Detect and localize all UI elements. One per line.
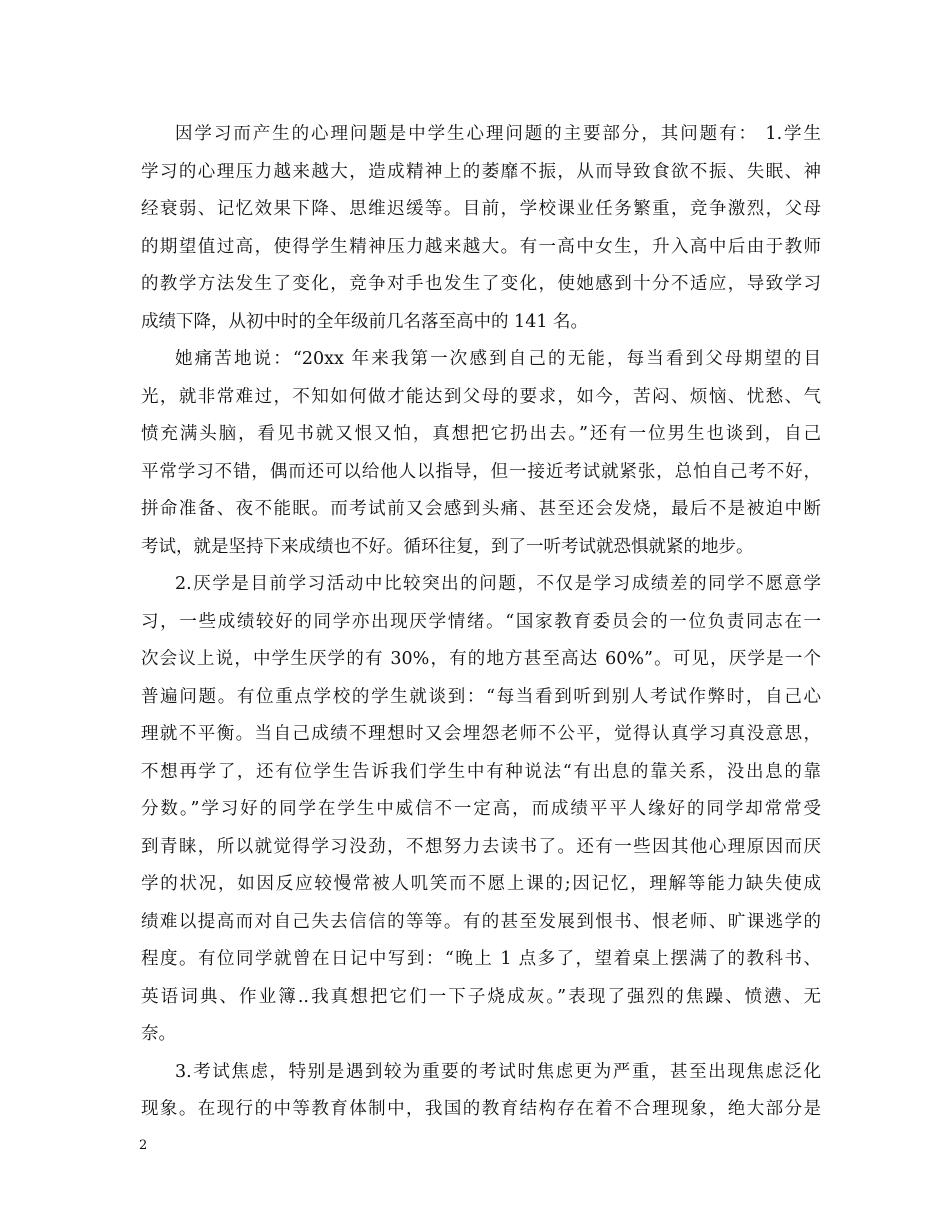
text-line: 愤充满头脑，看见书就又恨又怕，真想把它扔出去。”还有一位男生也谈到，自己 <box>141 424 821 444</box>
text-line: 绩难以提高而对自己失去信信的等等。有的甚至发展到恨书、恨老师、旷课逃学的 <box>141 911 821 932</box>
text-line: 理就不平衡。当自己成绩不理想时又会埋怨老师不公平，觉得认真学习真没意思， <box>141 724 821 744</box>
text-line: 习，一些成绩较好的同学亦出现厌学情绪。“国家教育委员会的一位负责同志在一 <box>141 611 821 632</box>
body-text <box>141 116 821 1129</box>
text-line: 考试，就是坚持下来成绩也不好。循环往复，到了一听考试就恐惧就紧的地步。 <box>141 536 754 557</box>
text-line: 不想再学了，还有位学生告诉我们学生中有种说法“有出息的靠关系，没出息的靠 <box>141 761 821 782</box>
text-line: 3.考试焦虑，特别是遇到较为重要的考试时焦虑更为严重，甚至出现焦虑泛化 <box>175 1061 821 1082</box>
text-line: 学习的心理压力越来越大，造成精神上的萎靡不振，从而导致食欲不振、失眠、神 <box>141 161 821 182</box>
text-line: 她痛苦地说：“20xx 年来我第一次感到自己的无能，每当看到父母期望的目 <box>175 349 821 369</box>
text-line: 因学习而产生的心理问题是中学生心理问题的主要部分，其问题有： 1.学生 <box>175 124 821 144</box>
text-line: 的期望值过高，使得学生精神压力越来越大。有一高中女生，升入高中后由于教师 <box>141 236 821 257</box>
text-line: 平常学习不错，偶而还可以给他人以指导，但一接近考试就紧张，总怕自己考不好， <box>141 461 821 482</box>
text-line: 分数。”学习好的同学在学生中威信不一定高，而成绩平平人缘好的同学却常常受 <box>141 799 821 819</box>
text-line: 现象。在现行的中等教育体制中，我国的教育结构存在着不合理现象，绝大部分是 <box>141 1099 821 1119</box>
text-line: 英语词典、作业簿..我真想把它们一下子烧成灰。”表现了强烈的焦躁、愤懑、无 <box>141 986 821 1007</box>
text-line: 2.厌学是目前学习活动中比较突出的问题，不仅是学习成绩差的同学不愿意学 <box>175 574 821 594</box>
text-line: 学的状况，如因反应较慢常被人叽笑而不愿上课的;因记忆，理解等能力缺失使成 <box>141 874 821 894</box>
text-line: 次会议上说，中学生厌学的有 30%，有的地方甚至高达 60%”。可见，厌学是一个 <box>141 649 821 669</box>
page-number: 2 <box>139 1138 148 1153</box>
text-line: 程度。有位同学就曾在日记中写到：“晚上 1 点多了，望着桌上摆满了的教科书、 <box>141 949 821 969</box>
text-line: 成绩下降，从初中时的全年级前几名落至高中的 141 名。 <box>141 311 589 332</box>
text-line: 的教学方法发生了变化，竞争对手也发生了变化，使她感到十分不适应，导致学习 <box>141 274 821 294</box>
text-line: 到青睐，所以就觉得学习没劲，不想努力去读书了。还有一些因其他心理原因而厌 <box>141 836 821 857</box>
text-line: 拼命准备、夜不能眠。而考试前又会感到头痛、甚至还会发烧，最后不是被迫中断 <box>141 499 821 519</box>
text-line: 光，就非常难过，不知如何做才能达到父母的要求，如今，苦闷、烦恼、忧愁、气 <box>141 386 821 407</box>
text-line: 普遍问题。有位重点学校的学生就谈到：“每当看到听到别人考试作弊时，自己心 <box>141 686 821 707</box>
text-line: 经衰弱、记忆效果下降、思维迟缓等。目前，学校课业任务繁重，竞争激烈，父母 <box>141 199 821 219</box>
text-line: 奈。 <box>141 1024 176 1044</box>
